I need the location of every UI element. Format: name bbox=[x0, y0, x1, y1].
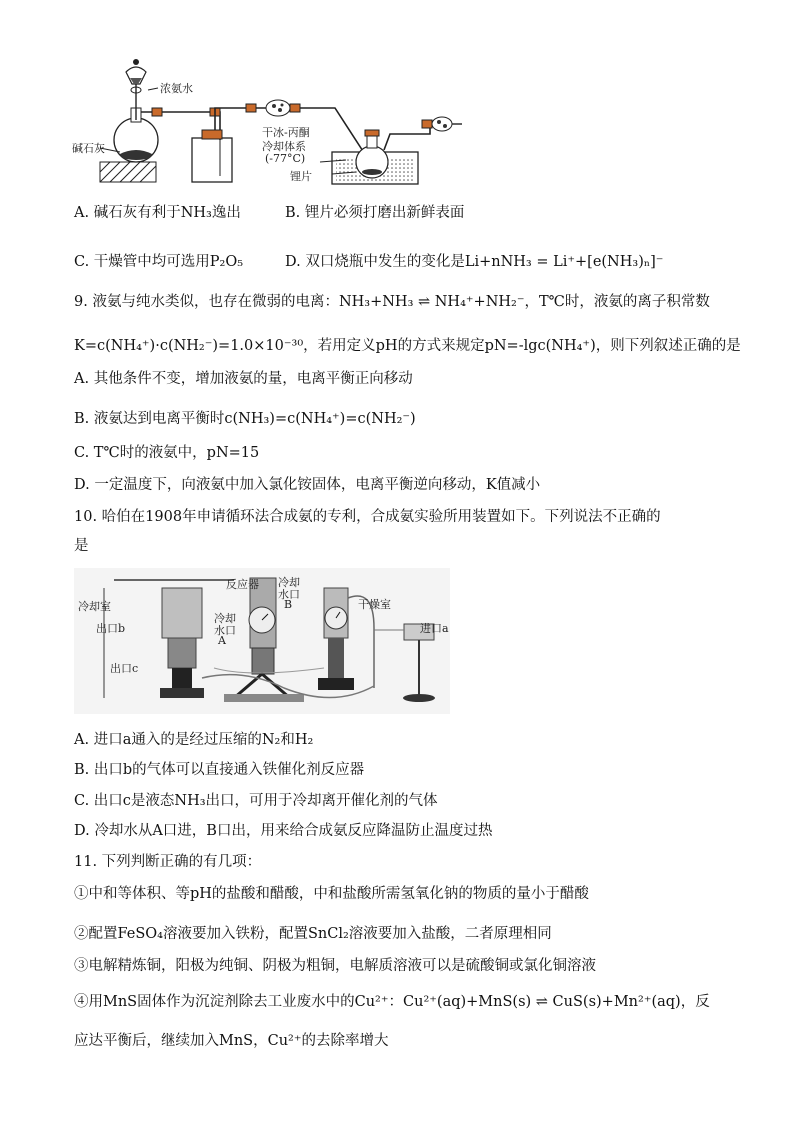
label-ammonia-water: 浓氨水 bbox=[160, 82, 193, 95]
q10-option-c: C. 出口c是液态NH₃出口，可用于冷却离开催化剂的气体 bbox=[74, 793, 438, 809]
label-cooling-3: (-77°C) bbox=[265, 152, 306, 165]
drying-tube-1 bbox=[246, 100, 300, 116]
q8-option-a: A. 碱石灰有利于NH₃逸出 bbox=[74, 205, 241, 221]
q11-item-4-line-2: 应达平衡后，继续加入MnS，Cu²⁺的去除率增大 bbox=[74, 1033, 389, 1049]
label-cooling-2: 冷却体系 bbox=[262, 140, 306, 153]
q10-stem-line-2: 是 bbox=[74, 538, 89, 554]
q10-stem-line-1: 10. 哈伯在1908年申请循环法合成氨的专利，合成氨实验所用装置如下。下列说法不正确的 bbox=[74, 509, 661, 525]
label-water-b-2: 水口 bbox=[278, 588, 300, 601]
label-lithium: 锂片 bbox=[290, 170, 312, 183]
q10-option-d: D. 冷却水从A口进，B口出，用来给合成氨反应降温防止温度过热 bbox=[74, 823, 493, 839]
separatory-funnel bbox=[126, 59, 146, 120]
label-water-b-3: B bbox=[284, 598, 293, 611]
label-outlet-c: 出口c bbox=[110, 662, 139, 675]
label-inlet-a: 进口a bbox=[420, 622, 449, 635]
q10-option-a: A. 进口a通入的是经过压缩的N₂和H₂ bbox=[74, 732, 314, 748]
q8-option-c: C. 干燥管中均可选用P₂O₅ bbox=[74, 254, 244, 270]
q9-stem-line-1: 9. 液氨与纯水类似，也存在微弱的电离：NH₃+NH₃ ⇌ NH₄⁺+NH₂⁻，T℃时，液氨的离子积常数 bbox=[74, 294, 710, 310]
q11-item-2: ②配置FeSO₄溶液要加入铁粉，配置SnCl₂溶液要加入盐酸，二者原理相同 bbox=[74, 926, 552, 942]
q9-stem-line-2: K=c(NH₄⁺)·c(NH₂⁻)=1.0×10⁻³⁰，若用定义pH的方式来规定pN=-lgc(NH₄⁺)，则下列叙述正确的是 bbox=[74, 338, 741, 354]
q8-option-d: D. 双口烧瓶中发生的变化是Li+nNH₃ = Li⁺+[e(NH₃)ₙ]⁻ bbox=[285, 254, 664, 270]
q9-option-a: A. 其他条件不变，增加液氨的量，电离平衡正向移动 bbox=[74, 371, 413, 387]
label-reactor: 反应器 bbox=[226, 578, 259, 591]
label-water-a-2: 水口 bbox=[214, 624, 236, 637]
label-water-a-3: A bbox=[218, 634, 226, 647]
q11-item-4-line-1: ④用MnS固体作为沉淀剂除去工业废水中的Cu²⁺：Cu²⁺(aq)+MnS(s) ⇌ CuS(s)+Mn²⁺(aq)，反 bbox=[74, 994, 710, 1010]
cooling-bath bbox=[332, 124, 440, 184]
label-outlet-b: 出口b bbox=[96, 622, 126, 635]
label-water-b-1: 冷却 bbox=[278, 576, 300, 589]
apparatus-figure-1 bbox=[70, 50, 470, 190]
label-soda-lime: 碱石灰 bbox=[72, 142, 105, 155]
q9-option-c: C. T℃时的液氨中，pN=15 bbox=[74, 445, 260, 461]
q9-option-d: D. 一定温度下，向液氨中加入氯化铵固体，电离平衡逆向移动，K值减小 bbox=[74, 477, 541, 493]
label-cooling-room: 冷却室 bbox=[78, 600, 111, 613]
gas-bottle bbox=[192, 108, 250, 182]
label-dry-room: 干燥室 bbox=[358, 598, 391, 611]
apparatus-figure-2 bbox=[74, 568, 450, 714]
q11-stem: 11. 下列判断正确的有几项： bbox=[74, 854, 262, 870]
q8-option-b: B. 锂片必须打磨出新鲜表面 bbox=[285, 205, 465, 221]
q11-item-3: ③电解精炼铜，阳极为纯铜、阴极为粗铜，电解质溶液可以是硫酸铜或氯化铜溶液 bbox=[74, 958, 596, 974]
heating-block bbox=[100, 162, 156, 182]
label-water-a-1: 冷却 bbox=[214, 612, 236, 625]
drying-tube-2 bbox=[422, 117, 462, 131]
q9-option-b: B. 液氨达到电离平衡时c(NH₃)=c(NH₄⁺)=c(NH₂⁻) bbox=[74, 411, 416, 427]
q11-item-1: ①中和等体积、等pH的盐酸和醋酸，中和盐酸所需氢氧化钠的物质的量小于醋酸 bbox=[74, 886, 589, 902]
q10-option-b: B. 出口b的气体可以直接通入铁催化剂反应器 bbox=[74, 762, 365, 778]
label-cooling-1: 干冰-丙酮 bbox=[262, 126, 310, 139]
